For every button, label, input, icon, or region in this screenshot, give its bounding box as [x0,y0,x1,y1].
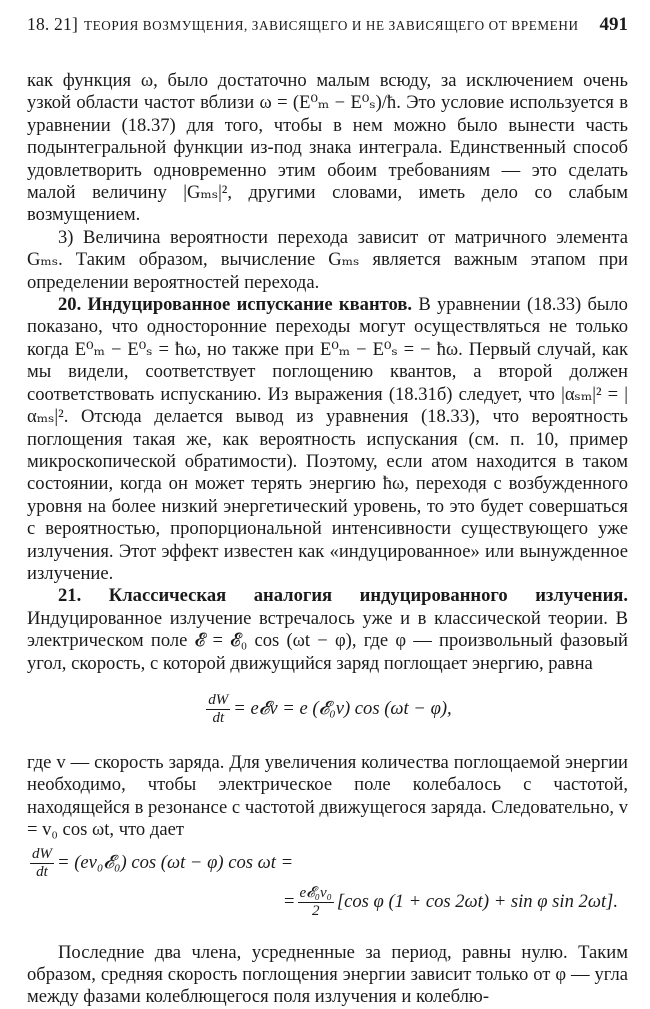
section-20-text: В уравнении (18.33) было показано, что односторонние переходы могут осуществляться не только когда E⁰ₘ − E⁰ₛ = ħω, но также при E⁰ₘ − E⁰ₛ = − ħω. Первый случай, как мы видели, соответствует поглощению квантов, а второй должен соответствовать испусканию. Из выражения (18.31б) следует, что |αₛₘ|² = |αₘₛ|². Отсюда делается вывод из уравнения (18.33), что вероятность поглощения такая же, как вероятность испускания (см. п. 10, пример микроскопической обратимости). Поэтому, если атом находится в таком состоянии, когда он может терять энергию ħω, переходя с возбужденного уровня на более низкий энергетический уровень, то это будет совершаться с вероятностью, пропорциональной интенсивности существующего уже излучения. Этот эффект известен как «индуцированное» или вынужденное излучение. [27,294,628,584]
paragraph-continued: как функция ω, было достаточно малым всюду, за исключением очень узкой области частот вблизи ω = (E⁰ₘ − E⁰ₛ)/ħ. Это условие используется в уравнении (18.37) для того, чтобы в нем можно было вынести часть подынтегральной функции из-под знака интеграла. Единственный способ удовлетворить одновременно этим обоим требованиям — это сделать малой величину |Gₘₛ|², другими словами, иметь дело со слабым возмущением. [27,70,628,226]
section-ref: 18. 21] [27,14,78,34]
fraction-numerator: dW [208,691,229,708]
fraction-dw-dt [206,692,230,727]
section-21-text: Индуцированное излучение встречалось уже и в классической теории. В электрическом поле 𝓔 = 𝓔₀ cos (ωt − φ), где φ — произвольный фазовый угол, скорость, с которой движущийся заряд поглощает энергию, равна [27,607,628,674]
fraction-numerator: dW [32,845,52,862]
page-number: 491 [599,14,628,35]
section-21 [27,585,628,675]
paragraph-velocity: где v — скорость заряда. Для увеличения количества поглощаемой энергии необходимо, чтобы электрическое поле колебалось с частотой, находящейся в резонансе с частотой движущегося заряда. Следовательно, v = v₀ cos ωt, что дает [27,751,628,841]
section-20-heading: 20. Индуцированное испускание квантов. [58,294,413,316]
fraction-amplitude [298,885,334,920]
header-left [27,14,579,35]
equation-rhs: [cos φ (1 + cos 2ωt) + sin φ sin 2ωt]. [336,890,618,912]
fraction-denominator: dt [36,863,48,880]
running-title: ТЕОРИЯ ВОЗМУЩЕНИЯ, ЗАВИСЯЩЕГО И НЕ ЗАВИСЯЩЕГО ОТ ВРЕМЕНИ [83,18,579,33]
equation-rhs: = (ev₀𝓔₀) cos (ωt − φ) cos ωt = [57,851,294,873]
body-text [27,70,628,1009]
running-head [27,14,628,44]
section-20 [27,294,628,585]
equation-expansion [27,885,618,920]
fraction-numerator: e𝓔₀v₀ [299,884,332,901]
fraction-dw-dt [30,846,54,881]
equation-rhs: = e𝓔v = e (𝓔₀v) cos (ωt − φ), [233,698,452,720]
fraction-denominator: 2 [311,902,320,919]
equation-product [27,846,628,881]
fraction-denominator: dt [212,709,225,726]
section-21-heading: 21. Классическая аналогия индуцированного излучения. [58,585,628,607]
equation-power [27,692,628,727]
paragraph-average: Последние два члена, усредненные за период, равны нулю. Таким образом, средняя скорость поглощения энергии зависит только от φ — угла между фазами колеблющегося поля излучения и колеблю- [27,941,628,1008]
paragraph-item-3: 3) Величина вероятности перехода зависит от матричного элемента Gₘₛ. Таким образом, вычисление Gₘₛ является важным этапом при определении вероятностей перехода. [27,226,628,293]
equation-equals: = [284,890,295,912]
